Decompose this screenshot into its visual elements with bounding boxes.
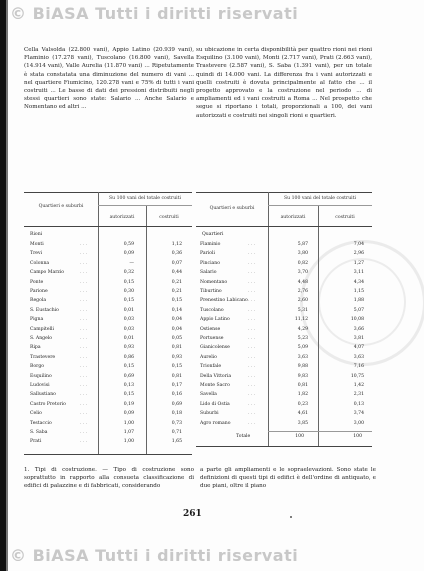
leader-dots: . . . [248, 326, 256, 332]
page-number: 261 [183, 509, 202, 519]
table-row [30, 242, 198, 251]
body-text-right: su ubicazione in certa disponibilità per quattro rioni nei rioni Esquilino (3.100 vani), Monti (2.717 vani), Prati (2.663 vani), Trastevere (2.587 vani), S. Saba (1.391 vani), per un totale quindi di 14.000 vani. La differenza fra i vani autorizzati e quelli costruiti è dovuta principalmente al fatto che ... il progetto approvato e la costruzione nel periodo ... di ampliamenti ed i vani costruiti a Roma ... Nel prospetto che segue si riportano i totali, proporzionali a 100, dei vani autorizzati e costruiti nei singoli rioni e quartieri. [196, 47, 372, 119]
table-row [200, 345, 380, 354]
row-name: Ponte [30, 279, 44, 285]
row-built: 5,07 [353, 307, 364, 313]
row-built: 0,44 [171, 270, 182, 276]
table-right-top-rule [196, 192, 372, 193]
table-row [30, 308, 198, 317]
row-authorized: 0,15 [123, 392, 134, 398]
row-built: 1,15 [353, 289, 364, 294]
row-name: Pigna [30, 317, 44, 323]
watermark-bottom: © BiASA Tutti i diritti riservati [10, 546, 299, 565]
row-built: 0,81 [171, 373, 182, 379]
table-right-header-rule [196, 226, 372, 227]
row-authorized: — [129, 260, 134, 266]
row-built: 0,71 [171, 430, 182, 435]
row-built: 3,81 [353, 336, 364, 341]
leader-dots: . . . [80, 430, 88, 435]
table-row [200, 308, 380, 317]
row-name: Campo Marzio [30, 270, 65, 276]
row-built: 1,88 [353, 298, 364, 304]
row-built: 1,42 [353, 383, 364, 388]
table-row [200, 392, 380, 401]
table-right-total-rule [268, 431, 372, 432]
row-authorized: 4,61 [297, 411, 308, 417]
leader-dots: . . . [80, 279, 88, 285]
row-built: 10,75 [350, 373, 364, 379]
row-built: 0,17 [171, 383, 182, 388]
body-text-left: Cella Valsolda (22.800 vani), Appio Latino (20.939 vani), Flaminio (17.278 vani), Tuscolano (16.800 vani), Savella (14.914 vani), Valle Aurelia (11.870 vani) ... Ripetutamente è stata constatata una diminuzione del numero di vani ... nel quartiere Fiumicino, 120.278 vani e 75% di tutti i vani costruiti ... Le basse di dati dei pressioni distribuiti negli stessi quartieri sono state: Salario ... Anche Salario e Nomentano ed altri ... [24, 47, 194, 111]
leader-dots: . . . [248, 411, 256, 417]
row-authorized: 11,12 [294, 317, 308, 323]
table-row [30, 289, 198, 298]
row-name: Ripa [30, 345, 41, 351]
table-row [30, 411, 198, 420]
row-name: Trastevere [30, 354, 56, 360]
row-authorized: 0,30 [123, 289, 134, 294]
row-authorized: 5,23 [297, 336, 308, 341]
row-name: Ludovisi [30, 383, 50, 388]
leader-dots: . . . [80, 420, 88, 426]
leader-dots: . . . [80, 373, 88, 379]
total-label: Totale [236, 434, 251, 439]
table-row [200, 411, 380, 420]
leader-dots: . . . [248, 298, 256, 304]
row-authorized: 0,13 [123, 383, 134, 388]
row-built: 0,13 [353, 401, 364, 407]
table-right-section: Quartieri [202, 232, 224, 237]
row-built: 0,93 [171, 354, 182, 360]
row-authorized: 3,80 [297, 251, 308, 257]
row-name: Trevi [30, 251, 43, 257]
table-row [30, 317, 198, 326]
row-name: Castro Pretorio [30, 401, 66, 407]
table-row [200, 280, 380, 289]
table-left-group-rule [98, 205, 192, 206]
row-authorized: 0,93 [123, 345, 134, 351]
row-name: Sallustiano [30, 392, 56, 398]
row-name: Parioli [200, 251, 215, 257]
row-built: 7,04 [353, 242, 364, 247]
table-row [200, 261, 380, 270]
table-right-group-rule [268, 205, 372, 206]
row-name: Esquilino [30, 373, 52, 379]
row-name: Gianicolense [200, 345, 230, 351]
row-name: Testaccio [30, 420, 52, 426]
leader-dots: . . . [80, 383, 88, 388]
row-name: Savella [200, 392, 217, 398]
row-name: S. Saba [30, 430, 48, 435]
row-built: 0,81 [171, 345, 182, 351]
row-name: Monti [30, 242, 44, 247]
row-built: 0,05 [171, 336, 182, 341]
row-built: 7,16 [353, 364, 364, 370]
row-built: 1,27 [353, 260, 364, 266]
table-right-header-group: Su 100 vani del totale costruiti [284, 196, 356, 201]
leader-dots: . . . [248, 364, 256, 370]
row-name: Colonna [30, 260, 50, 266]
row-authorized: 2,76 [297, 289, 308, 294]
row-authorized: 0,81 [297, 383, 308, 388]
table-row [30, 392, 198, 401]
row-built: 0,69 [171, 401, 182, 407]
table-row [30, 402, 198, 411]
row-name: Prati [30, 439, 42, 445]
row-authorized: 0,01 [123, 336, 134, 341]
row-name: Portuense [200, 336, 224, 341]
row-built: 0,16 [171, 392, 182, 398]
table-row [200, 364, 380, 373]
leader-dots: . . . [80, 298, 88, 304]
row-built: 2,96 [353, 251, 364, 257]
row-name: Nomentano [200, 279, 228, 285]
leader-dots: . . . [80, 307, 88, 313]
row-name: Prenestino Labicano [200, 298, 248, 304]
table-row [30, 345, 198, 354]
footnote-left: 1. Tipi di costruzione. — Tipo di costruzione sono soprattutto in rapporto alla consueta classificazione di edifici di palazzine e di fabbricati, considerando [24, 467, 194, 490]
table-left-col1: autorizzati [109, 215, 135, 220]
table-row [200, 402, 380, 411]
table-row [30, 270, 198, 279]
row-authorized: 0,03 [123, 326, 134, 332]
table-right-total-row [236, 434, 372, 443]
row-built: 10,08 [350, 317, 364, 323]
leader-dots: . . . [248, 242, 256, 247]
leader-dots: . . . [80, 242, 88, 247]
row-built: 0,15 [171, 298, 182, 304]
total-built: 100 [353, 434, 362, 439]
row-name: Della Vittoria [200, 373, 232, 379]
leader-dots: . . . [248, 307, 256, 313]
row-name: Lido di Ostia [200, 401, 230, 407]
table-row [30, 336, 198, 345]
table-row [200, 421, 380, 430]
row-authorized: 5,09 [297, 345, 308, 351]
leader-dots: . . . [248, 336, 256, 341]
row-built: 0,04 [171, 326, 182, 332]
table-left-top-rule [24, 192, 192, 193]
row-authorized: 0,01 [123, 307, 134, 313]
table-row [30, 280, 198, 289]
table-row [30, 364, 198, 373]
table-row [200, 298, 380, 307]
row-authorized: 0,23 [297, 401, 308, 407]
row-authorized: 0,09 [123, 251, 134, 257]
table-row [30, 421, 198, 430]
row-name: Pinciano [200, 260, 221, 266]
row-name: S. Eustachio [30, 307, 59, 313]
row-built: 0,36 [171, 251, 182, 257]
row-authorized: 1,82 [297, 392, 308, 398]
leader-dots: . . . [248, 317, 256, 323]
row-authorized: 3,85 [297, 420, 308, 426]
table-row [200, 374, 380, 383]
row-authorized: 0,32 [123, 270, 134, 276]
row-built: 3,74 [353, 411, 364, 417]
leader-dots: . . . [80, 354, 88, 360]
table-left-bottom-rule [24, 454, 192, 455]
leader-dots: . . . [80, 317, 88, 323]
leader-dots: . . . [248, 260, 256, 266]
row-name: Aurelio [200, 354, 217, 360]
leader-dots: . . . [80, 326, 88, 332]
row-name: Monte Sacro [200, 383, 230, 388]
table-left-header-label: Quartieri e suburbi [38, 204, 84, 209]
row-built: 0,73 [171, 420, 182, 426]
leader-dots: . . . [80, 411, 88, 417]
row-built: 0,21 [171, 279, 182, 285]
row-authorized: 0,69 [123, 373, 134, 379]
row-name: Agro romano [200, 420, 231, 426]
row-name: Trionfale [200, 364, 222, 370]
table-left-section: Rioni [30, 232, 43, 237]
row-built: 0,15 [171, 364, 182, 370]
table-row [200, 317, 380, 326]
row-name: S. Angelo [30, 336, 53, 341]
leader-dots: . . . [248, 270, 256, 276]
leader-dots: . . . [248, 345, 256, 351]
leader-dots: . . . [248, 279, 256, 285]
leader-dots: . . . [248, 401, 256, 407]
leader-dots: . . . [80, 270, 88, 276]
table-row [200, 251, 380, 260]
row-authorized: 0,03 [123, 317, 134, 323]
row-authorized: 1,07 [123, 430, 134, 435]
row-built: 1,65 [171, 439, 182, 445]
row-name: Ostiense [200, 326, 221, 332]
watermark-top: © BiASA Tutti i diritti riservati [10, 4, 299, 23]
row-built: 0,14 [171, 307, 182, 313]
leader-dots: . . . [248, 289, 256, 294]
table-left-header-group: Su 100 vani del totale costruiti [109, 196, 181, 201]
table-right-bottom-rule [196, 446, 372, 447]
leader-dots: . . . [248, 420, 256, 426]
table-row [30, 298, 198, 307]
table-row [200, 355, 380, 364]
leader-dots: . . . [80, 439, 88, 445]
row-authorized: 5,31 [297, 307, 308, 313]
row-built: 3,63 [353, 354, 364, 360]
row-authorized: 9,83 [297, 373, 308, 379]
row-authorized: 0,15 [123, 364, 134, 370]
table-right-col1: autorizzati [280, 215, 306, 220]
row-built: 4,34 [353, 279, 364, 285]
leader-dots: . . . [248, 354, 256, 360]
row-name: Regola [30, 298, 47, 304]
row-built: 0,07 [171, 260, 182, 266]
leader-dots: . . . [248, 251, 256, 257]
row-name: Celio [30, 411, 42, 417]
table-row [30, 430, 198, 439]
row-authorized: 0,59 [123, 242, 134, 247]
row-name: Parione [30, 289, 48, 294]
row-authorized: 3,63 [297, 354, 308, 360]
row-built: 1,12 [171, 242, 182, 247]
table-row [200, 383, 380, 392]
row-name: Tuscolano [200, 307, 224, 313]
row-built: 0,21 [171, 289, 182, 294]
row-authorized: 4,48 [297, 279, 308, 285]
row-built: 3,66 [353, 326, 364, 332]
table-row [30, 383, 198, 392]
row-authorized: 0,15 [123, 298, 134, 304]
table-row [30, 439, 198, 448]
table-row [200, 336, 380, 345]
leader-dots: . . . [80, 401, 88, 407]
row-built: 4,07 [353, 345, 364, 351]
row-authorized: 1,00 [123, 439, 134, 445]
row-name: Suburbi [200, 411, 219, 417]
table-row [30, 374, 198, 383]
row-authorized: 9,88 [297, 364, 308, 370]
row-authorized: 0,15 [123, 279, 134, 285]
leader-dots: . . . [248, 383, 256, 388]
row-built: 0,18 [171, 411, 182, 417]
row-name: Flaminio [200, 242, 221, 247]
leader-dots: . . . [80, 364, 88, 370]
leader-dots: . . . [80, 336, 88, 341]
row-authorized: 0,82 [297, 260, 308, 266]
leader-dots: . . . [248, 392, 256, 398]
row-authorized: 1,00 [123, 420, 134, 426]
row-authorized: 3,70 [297, 270, 308, 276]
row-authorized: 4,29 [297, 326, 308, 332]
leader-dots: . . . [80, 260, 88, 266]
footnote-right: a parte gli ampliamenti e le sopraelevazioni. Sono state le definizioni di questi tipi di edifici è dell'ordine di antiquato, e due piani, oltre il piano [200, 467, 376, 490]
row-authorized: 0,86 [123, 354, 134, 360]
scan-speck [290, 516, 292, 518]
table-row [200, 289, 380, 298]
row-name: Borgo [30, 364, 45, 370]
leader-dots: . . . [248, 373, 256, 379]
table-row [200, 242, 380, 251]
row-name: Campitelli [30, 326, 54, 332]
table-left-header-rule [24, 226, 192, 227]
table-row [200, 327, 380, 336]
row-authorized: 2,60 [297, 298, 308, 304]
scan-edge-shadow [6, 0, 8, 571]
total-authorized: 100 [295, 434, 304, 439]
row-name: Appio Latino [200, 317, 230, 323]
row-authorized: 0,19 [123, 401, 134, 407]
row-name: Salario [200, 270, 217, 276]
table-row [30, 251, 198, 260]
leader-dots: . . . [80, 392, 88, 398]
table-row [200, 270, 380, 279]
row-built: 2,31 [353, 392, 364, 398]
row-name: Tiburtino [200, 289, 222, 294]
row-authorized: 5,87 [297, 242, 308, 247]
table-right-header-label: Quartieri e suburbi [209, 206, 255, 211]
table-right-col2: costruiti [335, 215, 355, 220]
leader-dots: . . . [80, 289, 88, 294]
leader-dots: . . . [80, 251, 88, 257]
table-row [30, 327, 198, 336]
table-left-col2: costruiti [159, 215, 179, 220]
leader-dots: . . . [80, 345, 88, 351]
row-built: 0,04 [171, 317, 182, 323]
table-row [30, 355, 198, 364]
row-built: 3,00 [353, 420, 364, 426]
row-authorized: 0,09 [123, 411, 134, 417]
table-row [30, 261, 198, 270]
row-built: 3,11 [353, 270, 364, 276]
